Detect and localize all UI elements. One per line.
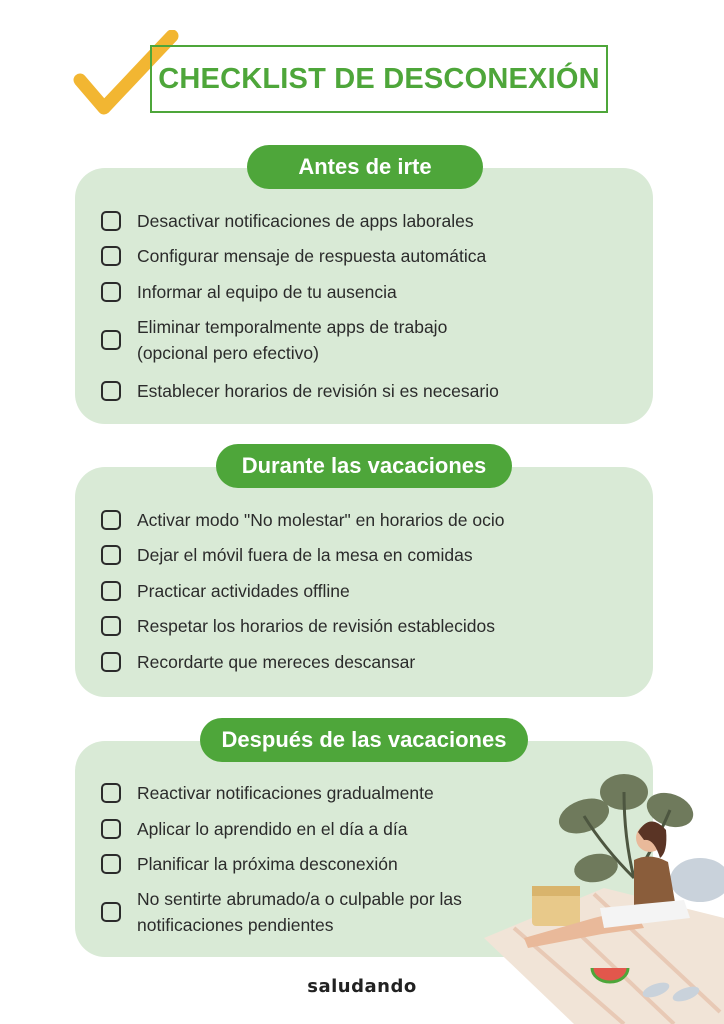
item-label: Informar al equipo de tu ausencia bbox=[137, 282, 397, 302]
checklist-item[interactable] bbox=[101, 279, 397, 305]
item-label: Planificar la próxima desconexión bbox=[137, 854, 398, 874]
checklist-item[interactable] bbox=[101, 542, 473, 568]
checkbox[interactable] bbox=[101, 783, 121, 803]
checklist-item[interactable] bbox=[101, 578, 350, 604]
checklist-item[interactable] bbox=[101, 314, 447, 366]
page-title: CHECKLIST DE DESCONEXIÓN bbox=[158, 62, 600, 95]
item-label: Desactivar notificaciones de apps laborales bbox=[137, 211, 474, 231]
section-despues-heading: Después de las vacaciones bbox=[200, 718, 528, 762]
checklist-item[interactable] bbox=[101, 816, 407, 842]
item-label: Eliminar temporalmente apps de trabajo (opcional pero efectivo) bbox=[137, 317, 448, 363]
item-label: Establecer horarios de revisión si es necesario bbox=[137, 381, 499, 401]
item-label: Recordarte que mereces descansar bbox=[137, 652, 416, 672]
checkbox[interactable] bbox=[101, 545, 121, 565]
brand-logo: saludando bbox=[307, 976, 417, 997]
checkbox[interactable] bbox=[101, 510, 121, 530]
item-label: Activar modo "No molestar" en horarios de ocio bbox=[137, 510, 505, 530]
checkbox[interactable] bbox=[101, 211, 121, 231]
item-label: Respetar los horarios de revisión establecidos bbox=[137, 616, 495, 636]
item-label: Dejar el móvil fuera de la mesa en comidas bbox=[137, 545, 473, 565]
checkbox[interactable] bbox=[101, 581, 121, 601]
checklist-item[interactable] bbox=[101, 378, 499, 404]
checkbox[interactable] bbox=[101, 854, 121, 874]
checkbox[interactable] bbox=[101, 381, 121, 401]
checklist-item[interactable] bbox=[101, 507, 504, 533]
checkbox[interactable] bbox=[101, 330, 121, 350]
title-box bbox=[150, 45, 608, 113]
item-label: Reactivar notificaciones gradualmente bbox=[137, 783, 434, 803]
checklist-item[interactable] bbox=[101, 208, 474, 234]
checkbox[interactable] bbox=[101, 902, 121, 922]
item-label: Configurar mensaje de respuesta automática bbox=[137, 246, 487, 266]
item-label: Practicar actividades offline bbox=[137, 581, 350, 601]
item-label: No sentirte abrumado/a o culpable por las notificaciones pendientes bbox=[137, 889, 462, 935]
section-durante-heading: Durante las vacaciones bbox=[216, 444, 512, 488]
checklist-item[interactable] bbox=[101, 649, 415, 675]
section-antes-heading: Antes de irte bbox=[247, 145, 483, 189]
checklist-item[interactable] bbox=[101, 851, 398, 877]
checklist-item[interactable] bbox=[101, 613, 495, 639]
checklist-item[interactable] bbox=[101, 243, 486, 269]
checkbox[interactable] bbox=[101, 282, 121, 302]
checklist-item[interactable] bbox=[101, 886, 462, 938]
item-label: Aplicar lo aprendido en el día a día bbox=[137, 819, 408, 839]
checkbox[interactable] bbox=[101, 652, 121, 672]
checklist-item[interactable] bbox=[101, 780, 434, 806]
checkbox[interactable] bbox=[101, 819, 121, 839]
checkbox[interactable] bbox=[101, 616, 121, 636]
checkbox[interactable] bbox=[101, 246, 121, 266]
